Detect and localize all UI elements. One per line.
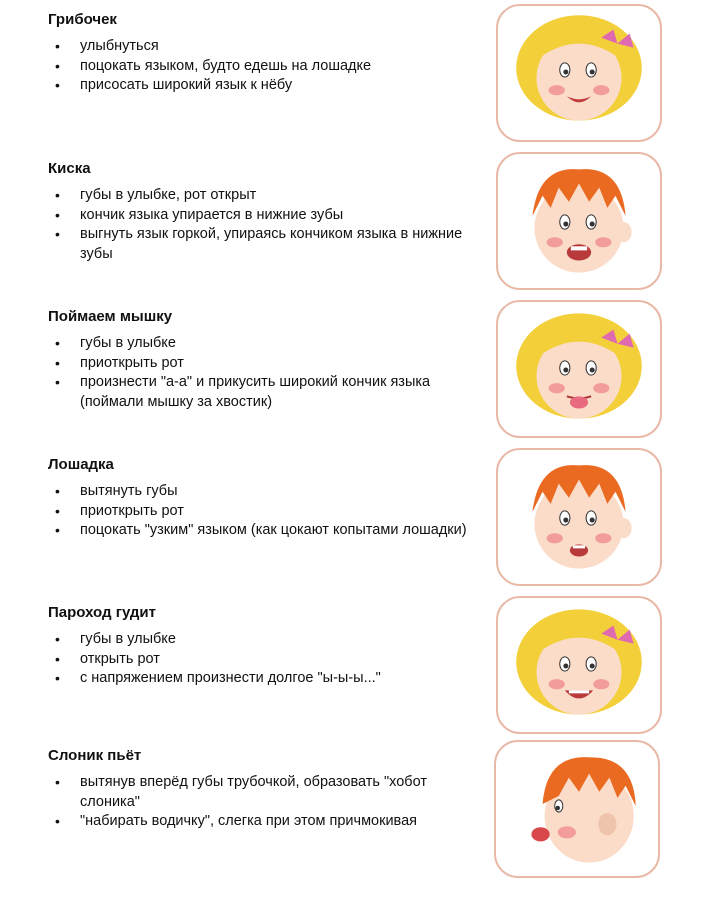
list-item: • кончик языка упирается в нижние зубы xyxy=(48,206,478,226)
list-item: • произнести "а-а" и прикусить широкий кончик языка (поймали мышку за хвостик) xyxy=(48,373,478,412)
list-item: • вытянуть губы xyxy=(48,482,478,502)
list-item: • "набирать водичку", слегка при этом причмокивая xyxy=(48,812,478,832)
exercise-steps xyxy=(48,37,478,96)
exercise-steps xyxy=(48,630,478,689)
boy-tongue-arched-portrait xyxy=(496,152,662,290)
list-item: • губы в улыбке xyxy=(48,334,478,354)
list-item: • открыть рот xyxy=(48,650,478,670)
list-item: • присосать широкий язык к нёбу xyxy=(48,76,478,96)
exercise-steps xyxy=(48,773,478,832)
girl-smiling-portrait xyxy=(496,4,662,142)
list-item: • приоткрыть рот xyxy=(48,354,478,374)
list-item: • вытянув вперёд губы трубочкой, образовать "хобот слоника" xyxy=(48,773,478,812)
list-item: • губы в улыбке xyxy=(48,630,478,650)
exercise-title: Лошадка xyxy=(48,456,114,473)
list-item: • губы в улыбке, рот открыт xyxy=(48,186,478,206)
girl-bitten-tongue-portrait xyxy=(496,300,662,438)
exercise-title: Поймаем мышку xyxy=(48,308,173,325)
list-item: • приоткрыть рот xyxy=(48,502,478,522)
list-item: • с напряжением произнести долгое "ы-ы-ы..." xyxy=(48,669,478,689)
exercise-title: Пароход гудит xyxy=(48,604,157,621)
exercise-steps xyxy=(48,482,478,541)
boy-profile-lips-portrait xyxy=(494,740,660,878)
list-item: • поцокать языком, будто едешь на лошадке xyxy=(48,57,478,77)
exercise-steps xyxy=(48,186,478,264)
exercise-title: Грибочек xyxy=(48,11,117,28)
exercise-steps xyxy=(48,334,478,412)
girl-open-mouth-portrait xyxy=(496,596,662,734)
exercise-title: Слоник пьёт xyxy=(48,747,142,764)
exercise-title: Киска xyxy=(48,160,91,177)
list-item: • выгнуть язык горкой, упираясь кончиком языка в нижние зубы xyxy=(48,225,478,264)
list-item: • улыбнуться xyxy=(48,37,478,57)
list-item: • поцокать "узким" языком (как цокают копытами лошадки) xyxy=(48,521,478,541)
boy-clicking-tongue-portrait xyxy=(496,448,662,586)
